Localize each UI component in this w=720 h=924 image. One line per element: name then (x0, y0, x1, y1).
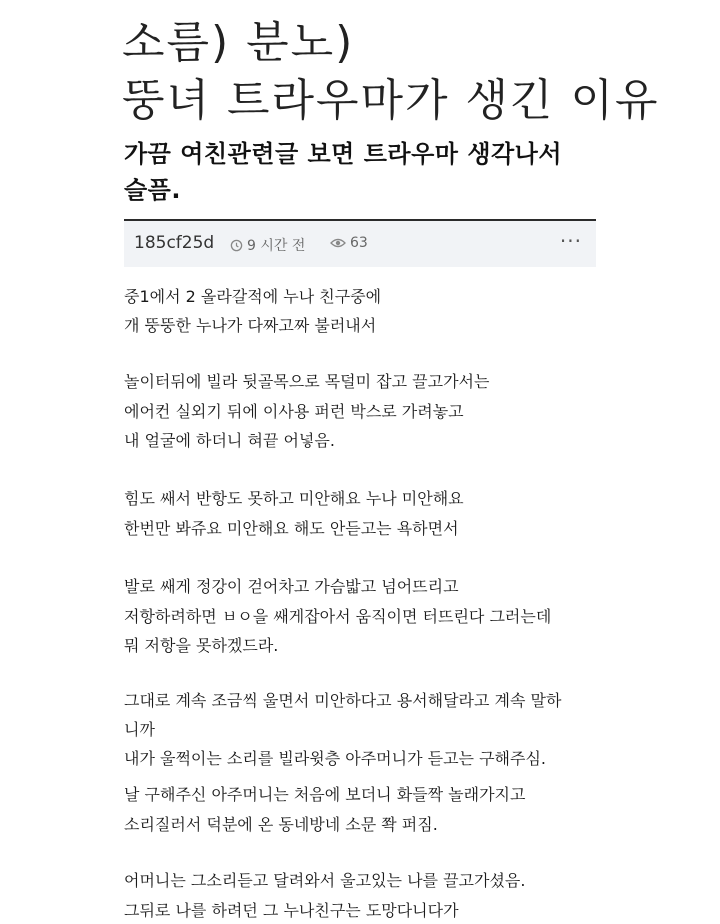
body-line: 뭐 저항을 못하겠드라. (124, 636, 279, 655)
body-line: 그대로 계속 조금씩 울면서 미안하다고 용서해달라고 계속 말하 (124, 691, 562, 710)
eye-icon (330, 237, 346, 249)
body-line: 그뒤로 나를 하려던 그 누나친구는 도망다니다가 (124, 901, 459, 920)
body-line: 중1에서 2 올라갈적에 누나 친구중에 (124, 287, 382, 306)
clock-icon (230, 239, 243, 252)
post-time (230, 235, 305, 255)
body-line: 힘도 쌔서 반항도 못하고 미안해요 누나 미안해요 (124, 489, 464, 508)
post-meta-bar (124, 219, 596, 267)
body-line: 발로 쌔게 정강이 걷어차고 가슴밟고 넘어뜨리고 (124, 577, 459, 596)
body-line: 어머니는 그소리듣고 달려와서 울고있는 나를 끌고가셨음. (124, 871, 526, 890)
body-line: 내 얼굴에 하더니 혀끝 어넣음. (124, 431, 335, 450)
view-count-label: 63 (350, 235, 368, 251)
more-options-button[interactable]: ··· (559, 229, 582, 253)
body-line: 개 뚱뚱한 누나가 다짜고짜 불러내서 (124, 316, 377, 335)
post-title[interactable]: 가끔 여친관련글 보면 트라우마 생각나서 슬픔. (124, 140, 563, 204)
hero-title-line-2: 뚱녀 트라우마가 생긴 이유 (122, 75, 660, 126)
body-line: 내가 울쩍이는 소리를 빌라윗층 아주머니가 듣고는 구해주심. (124, 749, 547, 768)
view-count (330, 235, 368, 251)
body-line: 놀이터뒤에 빌라 뒷골목으로 목덜미 잡고 끌고가서는 (124, 372, 490, 391)
body-line: 한번만 봐쥬요 미안해요 해도 안듣고는 욕하면서 (124, 519, 459, 538)
body-line: 소리질러서 덕분에 온 동네방네 소문 쫙 퍼짐. (124, 815, 438, 834)
body-line: 에어컨 실외기 뒤에 이사용 퍼런 박스로 가려놓고 (124, 402, 464, 421)
body-line: 날 구해주신 아주머니는 처음에 보더니 화들짝 놀래가지고 (124, 785, 526, 804)
post-time-label: 9 시간 전 (247, 238, 306, 254)
body-line: 저항하려하면 ㅂㅇ을 쌔게잡아서 움직이면 터뜨린다 그러는데 (124, 607, 552, 626)
author-id[interactable]: 185cf25d (134, 233, 215, 253)
hero-title-line-1: 소름) 분노) (122, 17, 355, 68)
body-line: 니까 (124, 720, 155, 739)
